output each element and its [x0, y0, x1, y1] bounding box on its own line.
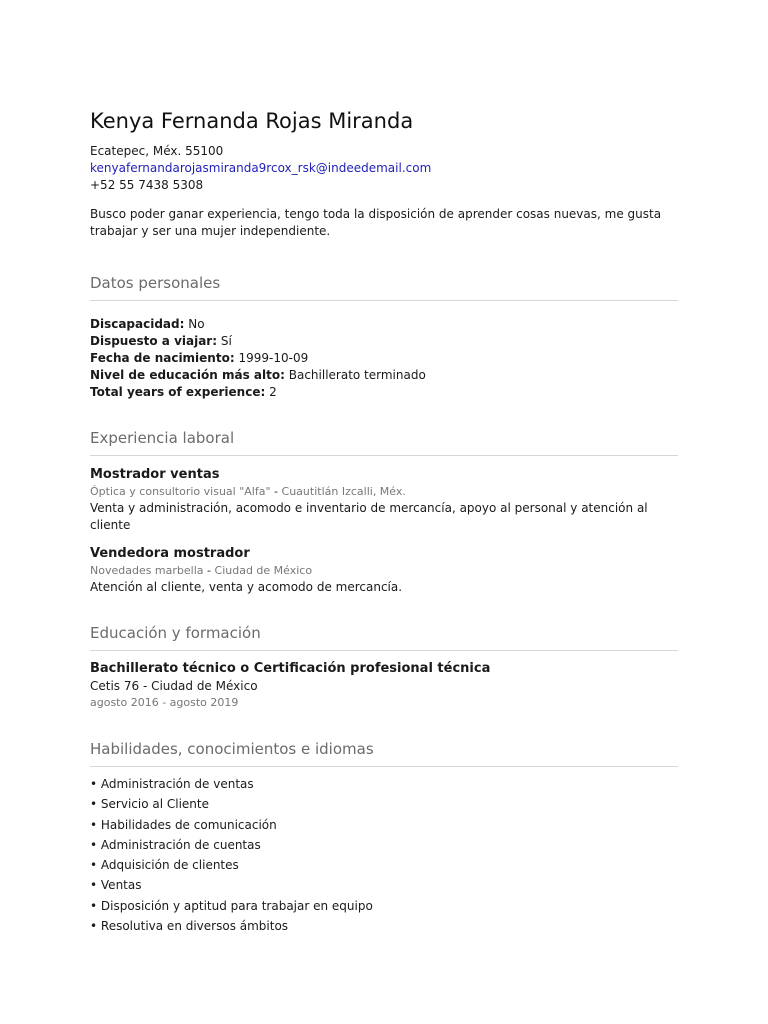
skill-item [90, 898, 678, 918]
job-location: Ciudad de México [214, 564, 313, 577]
skill-item [90, 796, 678, 816]
skill-label: Disposición y aptitud para trabajar en equipo [100, 898, 373, 913]
bullet-icon: • [90, 797, 98, 812]
job-meta [90, 563, 678, 579]
skills-section [90, 739, 678, 938]
job-entry [90, 545, 678, 596]
job-title: Mostrador ventas [90, 467, 220, 482]
field-discapacidad [90, 316, 678, 333]
job-title: Vendedora mostrador [90, 546, 250, 561]
education-section [90, 623, 678, 711]
field-total-years [90, 384, 678, 401]
summary-text: Busco poder ganar experiencia, tengo toda la disposición de aprender cosas nuevas, me gusta trabajar y ser una mujer independiente. [90, 207, 662, 238]
field-value: Bachillerato terminado [288, 368, 426, 382]
job-meta [90, 484, 678, 500]
bullet-icon: • [90, 817, 98, 832]
job-entry [90, 466, 678, 534]
skill-item [90, 776, 678, 796]
skill-item [90, 837, 678, 857]
education-dates: agosto 2016 - agosto 2019 [90, 696, 239, 709]
field-fecha-nacimiento [90, 350, 678, 367]
degree-title: Bachillerato técnico o Certificación profesional técnica [90, 661, 491, 676]
field-value: 2 [269, 385, 277, 399]
skill-item [90, 857, 678, 877]
field-label: Dispuesto a viajar: [90, 334, 218, 348]
school-name: Cetis 76 - Ciudad de México [90, 679, 258, 693]
job-separator: - [207, 564, 212, 577]
skill-label: Administración de cuentas [100, 837, 261, 852]
skill-label: Servicio al Cliente [100, 797, 209, 812]
bullet-icon: • [90, 919, 98, 934]
bullet-icon: • [90, 878, 98, 893]
job-description: Venta y administración, acomodo e inventario de mercancía, apoyo al personal y atención al cliente [90, 501, 648, 532]
skill-label: Adquisición de clientes [100, 858, 239, 873]
field-nivel-educacion [90, 367, 678, 384]
job-separator: - [274, 485, 279, 498]
personal-section [90, 273, 678, 401]
field-label: Fecha de nacimiento: [90, 351, 235, 365]
experience-section [90, 428, 678, 596]
skill-item [90, 918, 678, 938]
skill-label: Resolutiva en diversos ámbitos [100, 919, 289, 934]
contact-block [90, 143, 678, 194]
bullet-icon: • [90, 898, 98, 913]
bullet-icon: • [90, 837, 98, 852]
education-section-title: Educación y formación [90, 623, 678, 651]
field-label: Total years of experience: [90, 385, 266, 399]
job-company: Novedades marbella [90, 564, 204, 577]
experience-section-title: Experiencia laboral [90, 428, 678, 456]
skill-item [90, 817, 678, 837]
education-entry [90, 660, 678, 711]
field-value: No [188, 317, 205, 331]
field-label: Nivel de educación más alto: [90, 368, 285, 382]
email-link[interactable]: kenyafernandarojasmiranda9rcox_rsk@indeedemail.com [90, 161, 432, 175]
skill-label: Ventas [100, 878, 142, 893]
skills-section-title: Habilidades, conocimientos e idiomas [90, 739, 678, 767]
skill-item [90, 877, 678, 897]
field-label: Discapacidad: [90, 317, 185, 331]
job-description: Atención al cliente, venta y acomodo de mercancía. [90, 580, 403, 594]
job-location: Cuautitlán Izcalli, Méx. [281, 485, 406, 498]
skills-list [90, 776, 678, 938]
field-value: 1999-10-09 [238, 351, 309, 365]
location-text: Ecatepec, Méx. 55100 [90, 144, 224, 158]
job-company: Óptica y consultorio visual "Alfa" [90, 485, 271, 498]
bullet-icon: • [90, 777, 98, 791]
phone-text: +52 55 7438 5308 [90, 178, 204, 192]
skill-label: Administración de ventas [100, 777, 254, 791]
candidate-name: Kenya Fernanda Rojas Miranda [90, 109, 414, 133]
skill-label: Habilidades de comunicación [100, 817, 277, 832]
bullet-icon: • [90, 858, 98, 873]
field-value: Sí [220, 334, 232, 348]
field-dispuesto-viajar [90, 333, 678, 350]
personal-section-title: Datos personales [90, 273, 678, 301]
